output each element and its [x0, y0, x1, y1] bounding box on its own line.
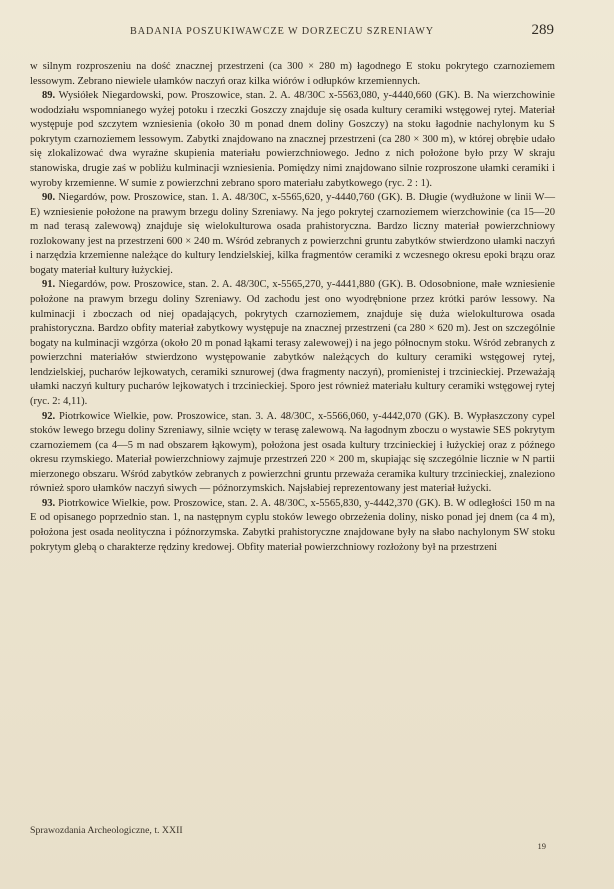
entry-90	[30, 191, 555, 278]
entry-text: Wysiółek Niegardowski, pow. Proszowice, stan. 2. A. 48/30C x-5563,080, y-4440,660 (GK). B. Na wierzchowinie wododziału wspomnianego wyżej potoku i rzeczki Goszczy znajduje się osada kultury ceramiki wstęgowej rytej. Materiał występuje pod szczytem wzniesienia (około 30 m ponad dnem doliny Goszczy) na stoku łagodnie nachylonym ku S pokrytym czarnoziemem lessowym. Zabytki znajdowano na znacznej przestrzeni (ca 280 × 300 m), w której obrębie udało się zlokalizować dwa wyraźne skupienia materiału powierzchniowego. Jedno z nich położone było przy W skraju stanowiska, drugie zaś w pobliżu kulminacji wzniesienia. Pomiędzy nimi znajdowano silnie rozproszone ułamki ceramiki i wyroby krzemienne. W sumie z powierzchni zebrano sporo materiału zabytkowego (ryc. 2 : 1).	[30, 90, 555, 189]
paragraph-continued	[30, 60, 555, 89]
entry-93	[30, 497, 555, 555]
entry-92	[30, 410, 555, 497]
printer-signature: 19	[537, 841, 546, 851]
body-text	[30, 60, 555, 555]
entry-number: 92.	[42, 410, 56, 422]
entry-number: 91.	[42, 279, 56, 291]
entry-text: Niegardów, pow. Proszowice, stan. 1. A. 48/30C, x-5565,620, y-4440,760 (GK). B. Długie (wydłużone w linii W—E) wzniesienie położone na prawym brzegu doliny Szreniawy. Na jego pokrytej czarnoziemem wierzchowinie (ca 15—20 m nad terasą zalewową) znajduje się wielokulturowa osada prahistoryczna. Bardzo liczny materiał powierzchniowy rozlokowany jest na przestrzeni 600 × 240 m. Wśród zebranych z powierzchni gruntu zabytków stwierdzono ułamki naczyń i narzędzia krzemienne należące do kultury lendzielskiej, kilka fragmentów ceramiki z wczesnego okresu epoki brązu oraz bogaty materiał kultury łużyckiej.	[30, 192, 555, 276]
page-number: 289	[531, 22, 554, 38]
page-header	[0, 22, 614, 46]
entry-text: Niegardów, pow. Proszowice, stan. 2. A. 48/30C, x-5565,270, y-4441,880 (GK). B. Odosobnione, małe wzniesienie położone na prawym brzegu doliny Szreniawy. Od zachodu jest ono wyodrębnione przez krótki parów lessowy. Na kulminacji i zboczach od niej opadających, pokrytych czarnoziemem, znajduje się duża wielokulturowa osada prahistoryczna. Bardzo obfity materiał zabytkowy występuje na znacznej przestrzeni (ca 280 × 620 m). Jest on szczególnie bogaty na kulminacji wzgórza (około 20 m ponad łąkami terasy zalewowej) i na jego północnym stoku. Wśród zebranych z powierzchni materiałów stwierdzono występowanie zabytków należących do kultury ceramiki wstęgowej rytej, lendzielskiej, pucharów lejkowatych, ceramiki sznurowej (dwa fragmenty naczyń), promienistej i trzcinieckiej. Przeważają ułamki naczyń kultury pucharów lejkowatych i trzcinieckiej. Sporo jest również materiału kultury ceramiki wstęgowej rytej (ryc. 2: 4,11).	[30, 279, 555, 407]
entry-number: 89.	[42, 90, 56, 102]
paragraph-text: w silnym rozproszeniu na dość znacznej przestrzeni (ca 300 × 280 m) łagodnego E stoku pokrytego czarnoziemem lessowym. Zebrano niewiele ułamków naczyń oraz kilka wiórów i odłupków krzemiennych.	[30, 61, 555, 87]
entry-91	[30, 278, 555, 409]
running-title: BADANIA POSZUKIWAWCZE W DORZECZU SZRENIAWY	[130, 26, 435, 37]
entry-number: 90.	[42, 192, 56, 204]
entry-number: 93.	[42, 497, 56, 509]
entry-89	[30, 89, 555, 191]
journal-footer: Sprawozdania Archeologiczne, t. XXII	[30, 825, 183, 836]
entry-text: Piotrkowice Wielkie, pow. Proszowice, stan. 2. A. 48/30C, x-5565,830, y-4442,370 (GK). B. W odległości 150 m na E od opisanego poprzednio stan. 1, na następnym cyplu stoków lewego obrzeżenia doliny, nisko ponad jej dnem (ca 4 m), położona jest osada neolityczna i późnorzymska. Zabytki prahistoryczne znajdowane były na słabo nachylonym SW stoku pokrytym glebą o charakterze rędziny kredowej. Obfity materiał powierzchniowy rozłożony był na przestrzeni	[30, 497, 555, 553]
entry-text: Piotrkowice Wielkie, pow. Proszowice, stan. 3. A. 48/30C, x-5566,060, y-4442,070 (GK). B. Wypłaszczony cypel stoków lewego brzegu doliny Szreniawy, silnie wcięty w terasę zalewową. Na łagodnym zboczu o wystawie SES pokrytym czarnoziemem (ca 4—5 m nad obszarem łąkowym), położona jest osada kultury trzcinieckiej i łużyckiej oraz z późnego okresu rzymskiego. Materiał powierzchniowy zajmuje przestrzeń 220 × 200 m, skupiając się szczególnie licznie w N partii mierzonego obszaru. Wśród zabytków zebranych z powierzchni gruntu przeważa ceramika kultury trzcinieckiej, znaleziono również sporo ułamków naczyń siwych — późnorzymskich. Najsłabiej reprezentowany jest materiał łużycki.	[30, 410, 555, 495]
